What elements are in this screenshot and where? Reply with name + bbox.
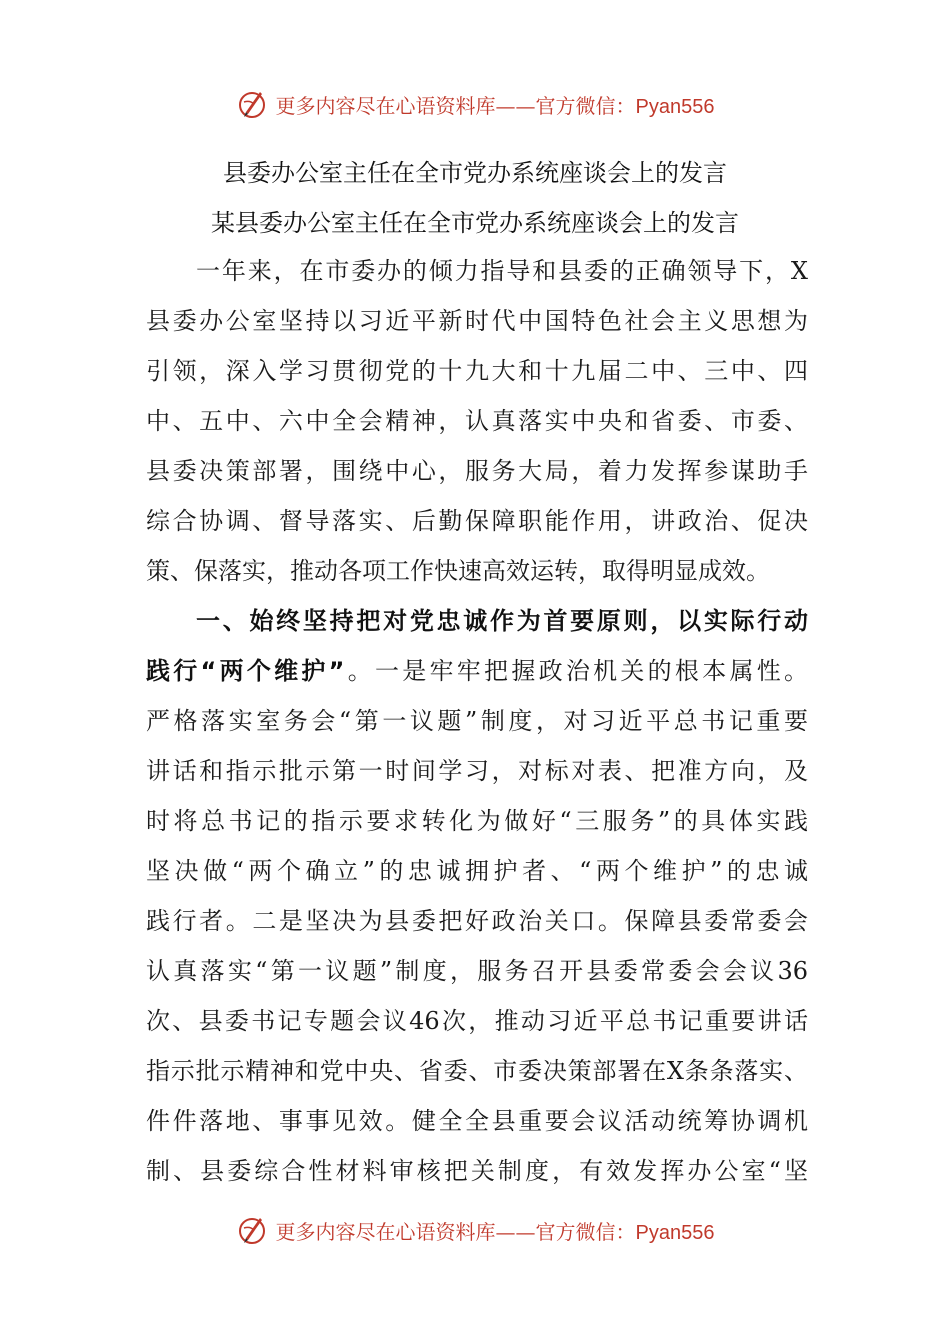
body-line: 引领，深入学习贯彻党的十九大和十九届二中、三中、四 [146,357,808,385]
body-line: 严格落实室务会“第一议题”制度，对习近平总书记重要 [146,707,808,735]
header-banner [0,84,950,124]
banner-site-text: 更多内容尽在心语资料库 [275,1219,496,1244]
banner-text [276,1216,715,1245]
banner-text [276,90,715,119]
body-line: 县委办公室坚持以习近平新时代中国特色社会主义思想为 [146,307,808,335]
banner-wechat-label: 官方微信： [535,93,636,118]
body-line: 件件落地、事事见效。健全全县重要会议活动统筹协调机 [146,1107,808,1135]
body-line: 策、保落实，推动各项工作快速高效运转，取得明显成效。 [146,557,770,585]
body-line: 指示批示精神和党中央、省委、市委决策部署在X条条落实、 [146,1057,808,1085]
banner-dash: —— [495,1219,536,1244]
body-line: 认真落实“第一议题”制度，服务召开县委常委会会议36 [146,957,808,985]
body-line: 一年来，在市委办的倾力指导和县委的正确领导下，X [196,257,808,285]
quill-pen-logo-icon [236,1214,268,1246]
section-heading-bold: 践行“两个维护” [146,657,345,685]
body-line: 践行者。二是坚决为县委把好政治关口。保障县委常委会 [146,907,808,935]
banner-wechat-id: Pyan556 [635,1221,715,1244]
banner-site-text: 更多内容尽在心语资料库 [275,93,496,118]
body-line: 坚决做“两个确立”的忠诚拥护者、“两个维护”的忠诚 [146,857,808,885]
quill-pen-logo-icon [236,88,268,120]
document-title: 县委办公室主任在全市党办系统座谈会上的发言 [223,159,727,187]
body-line: 讲话和指示批示第一时间学习，对标对表、把准方向，及 [146,757,808,785]
footer-banner [0,1210,950,1250]
banner-wechat-id: Pyan556 [635,95,715,118]
document-subtitle: 某县委办公室主任在全市党办系统座谈会上的发言 [211,209,739,237]
document-body [146,246,808,1196]
section-heading-rest: 。一是牢牢把握政治机关的根本属性。 [344,657,809,685]
banner-wechat-label: 官方微信： [535,1219,636,1244]
body-line: 县委决策部署，围绕中心，服务大局，着力发挥参谋助手 [146,457,808,485]
body-line: 综合协调、督导落实、后勤保障职能作用，讲政治、促决 [146,507,808,535]
banner-dash: —— [495,93,536,118]
body-line: 时将总书记的指示要求转化为做好“三服务”的具体实践 [146,807,808,835]
section-heading-continuation [146,646,808,696]
body-line: 制、县委综合性材料审核把关制度，有效发挥办公室“坚 [146,1157,808,1185]
body-line: 次、县委书记专题会议46次，推动习近平总书记重要讲话 [146,1007,808,1035]
section-heading: 一、始终坚持把对党忠诚作为首要原则，以实际行动 [196,607,808,635]
body-line: 中、五中、六中全会精神，认真落实中央和省委、市委、 [146,407,808,435]
